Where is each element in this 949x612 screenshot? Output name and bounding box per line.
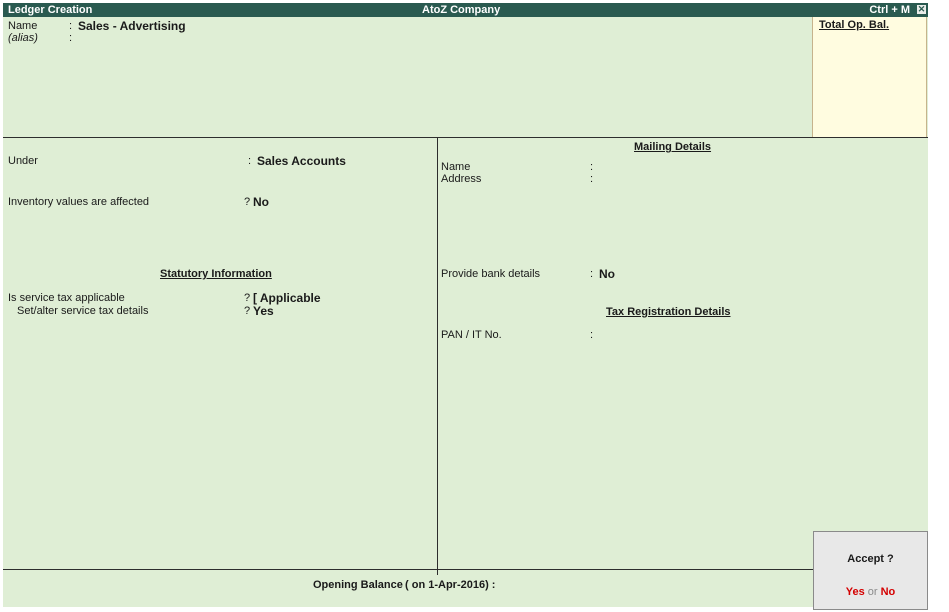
opening-balance-date: ( on 1-Apr-2016) :	[405, 579, 496, 591]
under-field[interactable]: Sales Accounts	[257, 154, 346, 168]
shortcut-hint: Ctrl + M	[869, 4, 910, 16]
alter-service-tax-label: Set/alter service tax details	[17, 305, 149, 317]
accept-question: Accept ?	[847, 553, 894, 565]
tax-registration-heading: Tax Registration Details	[606, 306, 731, 318]
alias-colon: :	[69, 32, 73, 44]
title-bar	[3, 3, 928, 17]
window-title: Ledger Creation	[8, 4, 93, 16]
pan-colon: :	[590, 329, 594, 341]
address-field[interactable]	[599, 173, 799, 185]
address-colon: :	[590, 173, 594, 185]
name-label: Name	[8, 20, 38, 32]
accept-or-text: or	[867, 586, 878, 598]
statutory-heading: Statutory Information	[160, 268, 272, 280]
opening-balance-label: Opening Balance	[313, 579, 403, 591]
total-op-bal-label: Total Op. Bal.	[819, 19, 890, 31]
inventory-q: ?	[244, 196, 251, 208]
header-divider	[3, 137, 928, 138]
bank-details-field[interactable]: No	[599, 267, 615, 281]
address-label: Address	[441, 173, 482, 185]
accept-yes-button[interactable]: Yes	[845, 586, 865, 598]
under-label: Under	[8, 155, 38, 167]
inventory-label: Inventory values are affected	[8, 196, 150, 208]
service-tax-field[interactable]: [ Applicable	[253, 291, 321, 305]
bank-details-label: Provide bank details	[441, 268, 541, 280]
company-name: AtoZ Company	[422, 4, 501, 16]
opening-balance-field[interactable]	[513, 579, 803, 591]
alias-label: (alias)	[8, 32, 38, 44]
accept-no-button[interactable]: No	[880, 586, 896, 598]
total-op-bal-panel	[812, 17, 927, 138]
footer-divider	[3, 569, 813, 570]
mailing-details-heading: Mailing Details	[634, 141, 712, 153]
pan-field[interactable]	[599, 329, 799, 341]
mailing-name-label: Name	[441, 161, 471, 173]
pan-label: PAN / IT No.	[441, 329, 502, 341]
accept-options	[814, 586, 927, 598]
under-colon: :	[248, 155, 252, 167]
inventory-field[interactable]: No	[253, 195, 269, 209]
accept-dialog	[813, 531, 928, 610]
mailing-name-field[interactable]	[599, 161, 799, 173]
bank-details-colon: :	[590, 268, 594, 280]
mailing-name-colon: :	[590, 161, 594, 173]
name-field[interactable]: Sales - Advertising	[78, 19, 186, 33]
ledger-creation-screen	[3, 3, 928, 607]
close-icon[interactable]: ✕	[917, 4, 926, 14]
column-divider	[437, 137, 438, 575]
alias-field[interactable]	[78, 32, 278, 44]
service-tax-label: Is service tax applicable	[8, 292, 125, 304]
alter-service-tax-field[interactable]: Yes	[253, 304, 274, 318]
name-colon: :	[69, 20, 73, 32]
service-tax-q: ?	[244, 292, 251, 304]
alter-service-tax-q: ?	[244, 305, 251, 317]
